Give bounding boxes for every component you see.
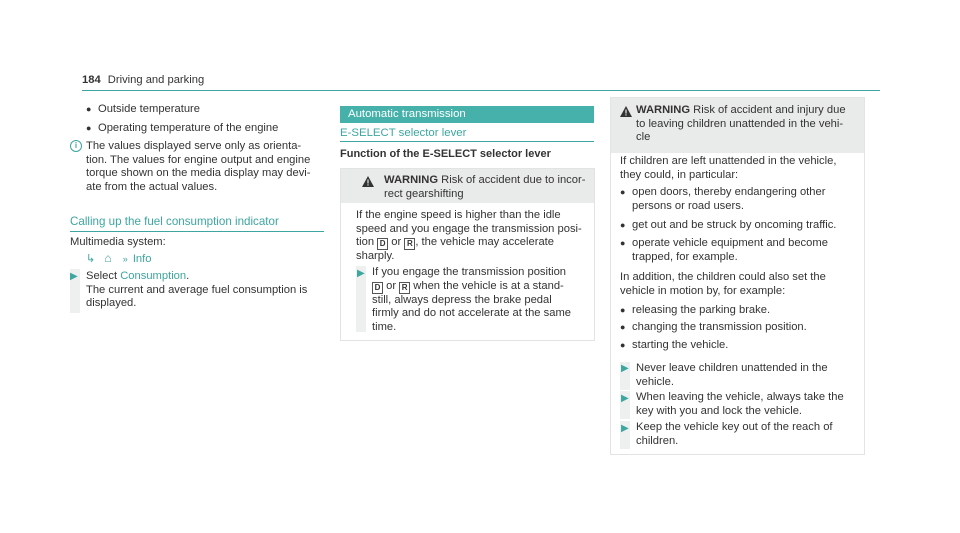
step-line: still, always depress the brake pedal (372, 293, 552, 306)
warning-title-line: rect gearshifting (384, 187, 464, 200)
intro-line: they could, in particular: (620, 168, 739, 181)
nav-path (86, 252, 151, 267)
warning-step (372, 266, 571, 334)
step-text (636, 421, 833, 448)
chapter-banner-title: Automatic transmission (348, 108, 466, 120)
section-name: Driving and parking (107, 74, 205, 86)
topic-heading: Function of the E-SELECT selector lever (340, 148, 551, 160)
list-item-text: Operating temperature of the engine (98, 122, 279, 134)
step-arrow-icon: ▶ (621, 423, 629, 434)
chapter-banner (340, 106, 594, 123)
step-arrow-icon: ▶ (357, 268, 365, 279)
step-prefix: Select (86, 270, 121, 282)
body-text: or (388, 236, 405, 249)
bullet: ● (86, 104, 92, 114)
warning-title (384, 174, 585, 201)
r-key-icon: R (399, 282, 410, 294)
r-key-icon: R (404, 238, 415, 250)
step-line: firmly and do not accelerate at the same (372, 307, 571, 320)
list-item-text: Outside temperature (98, 103, 200, 115)
warning-title (636, 104, 846, 145)
page-header (82, 74, 204, 88)
nav-info-link[interactable]: Info (132, 253, 152, 265)
list-item-text: releasing the parking brake. (632, 304, 771, 316)
warning-title-line: to leaving children unattended in the vehi- (636, 117, 844, 130)
step-arrow-icon: ▶ (621, 393, 629, 404)
bullet: ● (620, 305, 626, 315)
warning-body (356, 209, 582, 264)
mid-line: vehicle in motion by, for example: (620, 284, 786, 297)
bullet: ● (620, 238, 626, 248)
consumption-link[interactable]: Consumption (120, 270, 187, 282)
warning-title-line: Risk of accident due to incor- (438, 174, 586, 186)
step-text (86, 270, 307, 311)
step-line: children. (636, 434, 679, 447)
list-item-text: get out and be struck by oncoming traffic. (632, 219, 837, 231)
step-suffix: . (186, 270, 190, 282)
intro-line: If children are left unattended in the vehicle, (620, 155, 837, 167)
step-text (636, 362, 828, 389)
chevron-right-icon: » (122, 254, 128, 264)
info-line: ate from the actual values. (86, 180, 218, 193)
body-text: , the vehicle may accelerate (415, 236, 554, 249)
step-arrow-icon: ▶ (621, 363, 629, 374)
subsection-rule (340, 141, 594, 142)
warning-triangle-icon (362, 176, 374, 192)
list-item-text: persons or road users. (632, 199, 744, 212)
body-line: speed and you engage the transmission posi- (356, 222, 582, 235)
warning-mid (620, 271, 826, 298)
section-title: Calling up the fuel consumption indicator (70, 215, 279, 228)
body-line: sharply. (356, 250, 395, 263)
subsection-title: E-SELECT selector lever (340, 127, 467, 139)
info-line: tion. The values for engine output and engine (86, 153, 311, 166)
info-line: The values displayed serve only as orienta- (86, 140, 302, 152)
step-line: key with you and lock the vehicle. (636, 404, 803, 417)
info-line: torque shown on the media display may devi- (86, 167, 311, 180)
list-item-text: trapped, for example. (632, 250, 738, 263)
info-icon: i (70, 140, 82, 152)
page-number: 184 (82, 74, 101, 86)
header-rule (82, 90, 880, 91)
info-note (86, 140, 311, 194)
warning-label: WARNING (384, 174, 439, 186)
warning-intro (620, 155, 836, 182)
bullet: ● (620, 322, 626, 332)
warning-triangle-icon (620, 106, 632, 122)
step-arrow-icon: ▶ (70, 271, 78, 282)
d-key-icon: D (377, 238, 388, 250)
step-line: time. (372, 320, 397, 333)
return-arrow-icon: ↳ (86, 253, 96, 265)
step-line: When leaving the vehicle, always take the (636, 391, 844, 403)
step-line: vehicle. (636, 375, 674, 388)
home-icon[interactable]: ⌂ (104, 251, 112, 265)
warning-title-line: cle (636, 131, 651, 144)
step-text: when the vehicle is at a stand- (410, 279, 564, 292)
bullet: ● (620, 220, 626, 230)
list-item-text: starting the vehicle. (632, 339, 729, 351)
warning-label: WARNING (636, 104, 691, 116)
step-line: displayed. (86, 297, 137, 310)
multimedia-label: Multimedia system: (70, 236, 166, 248)
bullet: ● (86, 123, 92, 133)
step-line: Keep the vehicle key out of the reach of (636, 421, 833, 433)
bullet: ● (620, 187, 626, 197)
list-item-text: operate vehicle equipment and become (632, 237, 828, 249)
section-rule (70, 231, 324, 232)
bullet: ● (620, 340, 626, 350)
step-line: If you engage the transmission position (372, 266, 567, 278)
step-text (636, 391, 844, 418)
list-item-text: changing the transmission position. (632, 321, 807, 333)
warning-title-line: Risk of accident and injury due (690, 104, 846, 116)
step-line: Never leave children unattended in the (636, 362, 828, 374)
mid-line: In addition, the children could also set the (620, 271, 826, 283)
step-text: or (383, 279, 400, 292)
d-key-icon: D (372, 282, 383, 294)
step-line: The current and average fuel consumption is (86, 283, 308, 296)
list-item-text: open doors, thereby endangering other (632, 186, 826, 198)
body-text: tion (356, 236, 378, 249)
body-line: If the engine speed is higher than the idle (356, 209, 561, 221)
